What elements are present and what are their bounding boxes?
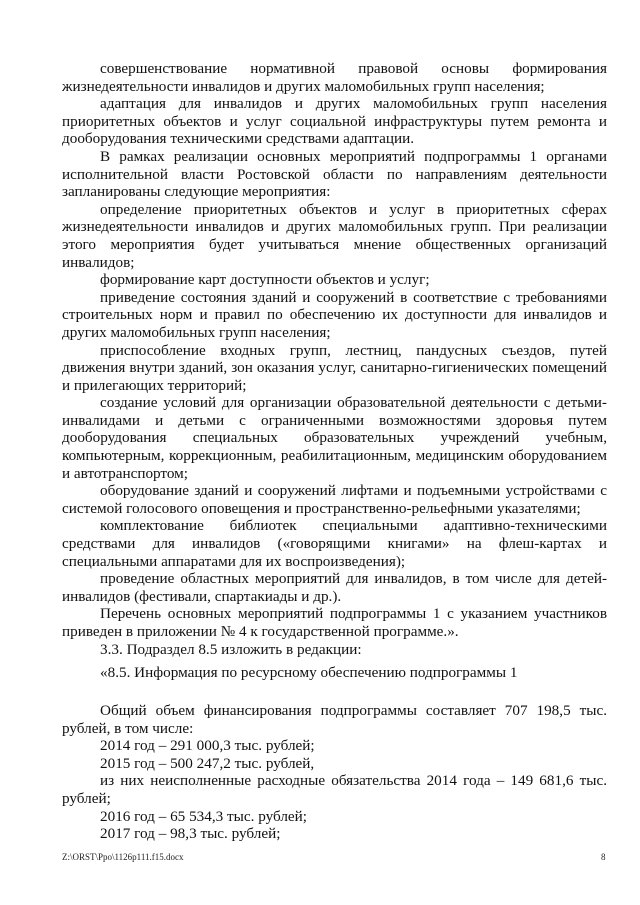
paragraph: определение приоритетных объектов и услуг в приоритетных сферах жизнедеятельности инвалидов и других маломобильных групп. При реализации этого мероприятия будет учитываться мнение общественных организаций инвалидов; [62, 200, 607, 271]
funding-text [62, 702, 607, 843]
paragraph: 2014 год – 291 000,3 тыс. рублей; [100, 737, 315, 755]
footer-page-number: 8 [601, 852, 606, 862]
paragraph: Общий объем финансирования подпрограммы составляет 707 198,5 тыс. рублей, в том числе: [62, 702, 607, 737]
paragraph: В рамках реализации основных мероприятий подпрограммы 1 органами исполнительной власти Ростовской области по направлениям деятельности запланированы следующие мероприятия: [62, 147, 607, 201]
paragraph: Перечень основных мероприятий подпрограммы 1 с указанием участников приведен в приложении № 4 к государственной программе.». [62, 605, 607, 640]
paragraph: 2016 год – 65 534,3 тыс. рублей; [100, 807, 308, 825]
paragraph: приведение состояния зданий и сооружений в соответствие с требованиями строительных норм и правил по обеспечению их доступности для инвалидов и других маломобильных групп населения; [62, 288, 607, 341]
paragraph: формирование карт доступности объектов и услуг; [100, 271, 430, 289]
paragraph: из них неисполненные расходные обязательства 2014 года – 149 681,6 тыс. рублей; [62, 772, 607, 807]
footer-file-path: Z:\ORST\Ppo\1126p111.f15.docx [62, 852, 184, 862]
paragraph: оборудование зданий и сооружений лифтами и подъемными устройствами с системой голосового оповещения и пространственно-рельефными указателями; [62, 482, 607, 517]
body-text [62, 60, 607, 658]
paragraph: приспособление входных групп, лестниц, пандусных съездов, путей движения внутри зданий, зон оказания услуг, санитарно-гигиенических помещений и прилегающих территорий; [62, 341, 607, 394]
paragraph: создание условий для организации образовательной деятельности с детьми-инвалидами и детьми с ограниченными возможностями здоровья путем дооборудования специальных образовательных учреждений учебным, компьютерным, коррекционным, реабилитационным, медицинским оборудованием и автотранспортом; [62, 394, 607, 482]
paragraph: комплектование библиотек специальными адаптивно-техническими средствами для инвалидов («говорящими книгами» на флеш-картах и специальными аппаратами для их воспроизведения); [62, 517, 607, 570]
section-heading: «8.5. Информация по ресурсному обеспечению подпрограммы 1 [100, 664, 518, 681]
paragraph: совершенствование нормативной правовой основы формирования жизнедеятельности инвалидов и других маломобильных групп населения; [62, 60, 607, 95]
paragraph: 3.3. Подраздел 8.5 изложить в редакции: [100, 640, 362, 658]
paragraph: 2017 год – 98,3 тыс. рублей; [100, 825, 281, 843]
paragraph: 2015 год – 500 247,2 тыс. рублей, [100, 754, 315, 772]
paragraph: проведение областных мероприятий для инвалидов, в том числе для детей-инвалидов (фестивали, спартакиады и др.). [62, 570, 607, 605]
paragraph: адаптация для инвалидов и других маломобильных групп населения приоритетных объектов и услуг социальной инфраструктуры путем ремонта и дооборудования техническими средствами адаптации. [62, 95, 607, 148]
